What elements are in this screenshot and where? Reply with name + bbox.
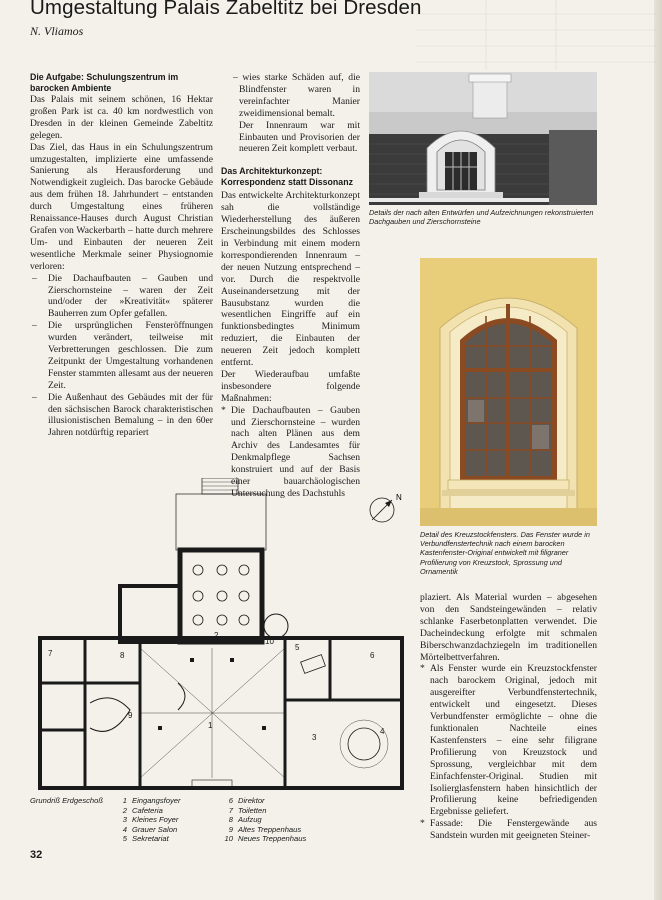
north-label: N bbox=[396, 493, 402, 502]
floor-plan bbox=[30, 478, 410, 790]
room-number: 2 bbox=[214, 631, 219, 640]
list-item: – Die Dachaufbauten – Gauben und Zierschornsteine – waren der Zeit und/oder der »Kreativität« späterer Bauherren zum Opfer gefallen. bbox=[30, 273, 213, 321]
plan-legend-2 bbox=[222, 796, 362, 844]
window-photo-image bbox=[420, 258, 597, 526]
paragraph: Der Wiederaufbau umfaßte insbesondere folgende Maßnahmen: bbox=[221, 368, 360, 404]
legend-entry: 1 Eingangsfoyer bbox=[122, 796, 181, 805]
paragraph: plaziert. Als Material wurden – abgesehen von den Sandsteingewänden – relativ schlanke Faserbetonplatten verwendet. Die Dacheindeckung erfolgte mit schmalen Biberschwanzdachziegeln im traditionellen Mörtelbettverfahren. bbox=[420, 592, 597, 663]
dormer-photo bbox=[369, 72, 597, 205]
list-item: – Die ursprünglichen Fensteröffnungen wurden verändert, teilweise mit Verbretterungen geschlossen. Die zum Zeitpunkt der Umgestaltung vorhandenen Fenster stammten allesamt aus der neueren Zeit. bbox=[30, 320, 213, 391]
dormer-photo-image bbox=[369, 72, 597, 205]
north-arrow bbox=[370, 493, 402, 522]
room-number: 7 bbox=[48, 649, 53, 658]
show-through-table bbox=[416, 0, 656, 70]
window-photo bbox=[420, 258, 597, 526]
list-item: * Die Dachaufbauten – Gauben und Zierschornsteine – wurden nach alten Plänen aus dem Archiv des Landesamtes für Denkmalpflege Sachsen konstruiert und auf der Basis einer bauarchäologischen Untersuchung des Dachstuhls bbox=[221, 405, 360, 500]
paragraph: Das Ziel, das Haus in ein Schulungszentrum umzugestalten, implizierte eine umfassende Sanierung als Herausforderung und Notwendigkeit zugleich. Das barocke Gebäude aus dem frühen 18. Jahrhundert – entstanden durch Umgestaltung eines früheren Renaissance-Hauses durch August Christian Grafen von Wackerbarth – hatte durch mehrere Um- und Einbauten der neueren Zeit wesentliche Merkmale seiner Physiognomie verloren: bbox=[30, 141, 213, 272]
page-number: 32 bbox=[30, 849, 43, 861]
legend-entry: 3 Kleines Foyer bbox=[122, 815, 179, 825]
room-number: 4 bbox=[380, 727, 385, 736]
section-heading-concept: Das Architekturkonzept: Korrespondenz statt Dissonanz bbox=[221, 166, 353, 188]
list-item: * Fassade: Die Fenstergewände aus Sandstein wurden mit geeigneten Steiner- bbox=[420, 818, 597, 842]
plan-legend-1 bbox=[116, 796, 226, 844]
room-number: 8 bbox=[120, 651, 125, 660]
room-number: 9 bbox=[128, 711, 133, 720]
star-list bbox=[420, 663, 597, 842]
legend-entry: 2 Cafeteria bbox=[122, 805, 163, 815]
article-title: Umgestaltung Palais Zabeltitz bei Dresden bbox=[30, 0, 422, 19]
paragraph: Der Innenraum war mit Einbauten und Provisorien der neueren Zeit komplett verbaut. bbox=[239, 119, 360, 155]
room-number: 5 bbox=[295, 643, 300, 652]
legend-entry: 9 Altes Treppenhaus bbox=[228, 824, 302, 834]
dash-list bbox=[30, 273, 213, 440]
caption-photo2: Detail des Kreuzstockfensters. Das Fenster wurde in Verbundfenstertechnik nach einem barocken Kastenfenster-Original entwickelt mit filigraner Profilierung von Kreuzstock, Sprossung und Ornamentik bbox=[420, 530, 590, 576]
list-item: * Als Fenster wurde ein Kreuzstockfenster nach barockem Original, jedoch mit ausgereifter Verbundfenstertechnik, entwickelt und eingesetzt. Dieses Verbundfenster ermöglichte – ohne die funktionalen Nachteile eines Kastenfensters – eine sehr filigrane Profilierung von Kreuzstock und Sprossung, vergleichbar mit dem Einfachfenster-Original. Studien mit Isolierglasfenstern haben hinsichtlich der Profilierung keine befriedigenden Ergebnisse geliefert. bbox=[420, 663, 597, 818]
page-edge-shadow bbox=[654, 0, 662, 900]
paragraph: – wies starke Schäden auf, die Blindfenster waren in vereinfachter Manier zweidimensional bemalt. bbox=[233, 72, 360, 119]
section-heading-task: Die Aufgabe: Schulungszentrum im barocken Ambiente bbox=[30, 72, 179, 93]
text-column-2 bbox=[221, 72, 360, 500]
paragraph: Das Palais mit seinem schönen, 16 Hektar großen Park ist ca. 40 km nordwestlich von Dresden in der kleinen Gemeinde Zabeltitz gelegen. bbox=[30, 94, 213, 141]
legend-entry: 10 Neues Treppenhaus bbox=[224, 834, 307, 844]
room-number: 10 bbox=[265, 637, 274, 646]
legend-entry: 5 Sekretariat bbox=[122, 834, 169, 844]
plan-label: Grundriß Erdgeschoß bbox=[30, 796, 104, 805]
list-item: – Die Außenhaut des Gebäudes mit der für den sächsischen Barock charakteristischen illusionistischen Bemalung – in den 60er Jahren notdürftig repariert bbox=[30, 392, 213, 440]
room-number: 6 bbox=[370, 651, 375, 660]
text-column-1 bbox=[30, 72, 213, 439]
legend-entry: 4 Grauer Salon bbox=[122, 824, 178, 834]
room-number: 3 bbox=[312, 733, 317, 742]
text-column-3 bbox=[420, 592, 597, 842]
legend-entry: 7 Toiletten bbox=[228, 805, 267, 815]
author-name: N. Vliamos bbox=[30, 24, 84, 38]
legend-entry: 6 Direktor bbox=[228, 796, 265, 805]
legend-entry: 8 Aufzug bbox=[228, 815, 262, 825]
paragraph: Das entwickelte Architekturkonzept sah die vollständige Wiederherstellung des äußeren Erscheinungsbildes des Schlosses in Verbindung mit einem modern korrespondierenden Innenraum – der neuen Nutzung entsprechend – vor. Durch die respektvolle Auseinandersetzung mit der Bausubstanz wurden die wesentlichen Eingriffe auf ein funktionsbedingtes Minimum reduziert, die Einbauten der neueren Zeit jedoch komplett entfernt. bbox=[221, 190, 360, 369]
caption-photo1: Details der nach alten Entwürfen und Aufzeichnungen rekonstruierten Dachgauben und Zierschornsteine bbox=[369, 208, 594, 227]
room-number: 1 bbox=[208, 721, 213, 730]
